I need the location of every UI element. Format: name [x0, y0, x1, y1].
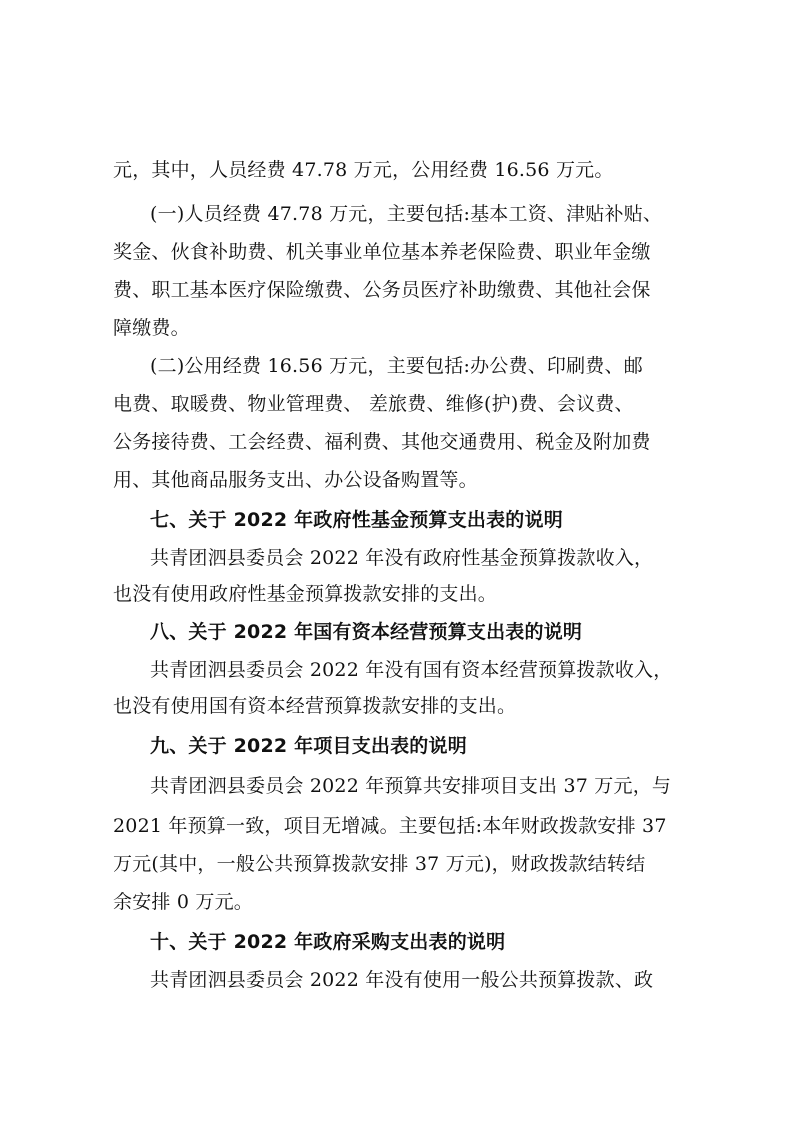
paragraph-line: 共青团泗县委员会 2022 年没有国有资本经营预算拨款收入，: [150, 659, 673, 681]
paragraph-line: (一)人员经费 47.78 万元，主要包括:基本工资、津贴补贴、: [150, 203, 663, 225]
paragraph-line: 奖金、伙食补助费、机关事业单位基本养老保险费、职业年金缴: [113, 241, 651, 263]
paragraph-line: 用、其他商品服务支出、办公设备购置等。: [113, 469, 478, 491]
section-heading: 八、关于 2022 年国有资本经营预算支出表的说明: [150, 621, 583, 643]
paragraph-line: 也没有使用政府性基金预算拨款安排的支出。: [113, 583, 498, 605]
paragraph-line: 2021 年预算一致，项目无增减。主要包括:本年财政拨款安排 37: [113, 815, 667, 837]
section-heading: 十、关于 2022 年政府采购支出表的说明: [150, 931, 506, 953]
paragraph-line: 障缴费。: [113, 317, 190, 339]
section-heading: 九、关于 2022 年项目支出表的说明: [150, 735, 467, 757]
paragraph-line: 共青团泗县委员会 2022 年预算共安排项目支出 37 万元，与: [150, 775, 672, 797]
paragraph-line: 元，其中，人员经费 47.78 万元，公用经费 16.56 万元。: [113, 159, 614, 181]
paragraph-line: 共青团泗县委员会 2022 年没有使用一般公共预算拨款、政: [150, 969, 654, 991]
paragraph-line: 万元(其中，一般公共预算拨款安排 37 万元)，财政拨款结转结: [113, 853, 646, 875]
paragraph-line: 也没有使用国有资本经营预算拨款安排的支出。: [113, 695, 517, 717]
paragraph-line: 电费、取暖费、物业管理费、 差旅费、维修(护)费、会议费、: [113, 393, 634, 415]
paragraph-line: (二)公用经费 16.56 万元，主要包括:办公费、印刷费、邮: [150, 355, 643, 377]
paragraph-line: 公务接待费、工会经费、福利费、其他交通费用、税金及附加费: [113, 431, 651, 453]
section-heading: 七、关于 2022 年政府性基金预算支出表的说明: [150, 509, 563, 531]
paragraph-line: 共青团泗县委员会 2022 年没有政府性基金预算拨款收入，: [150, 547, 654, 569]
paragraph-line: 余安排 0 万元。: [113, 891, 253, 913]
paragraph-line: 费、职工基本医疗保险缴费、公务员医疗补助缴费、其他社会保: [113, 279, 651, 301]
